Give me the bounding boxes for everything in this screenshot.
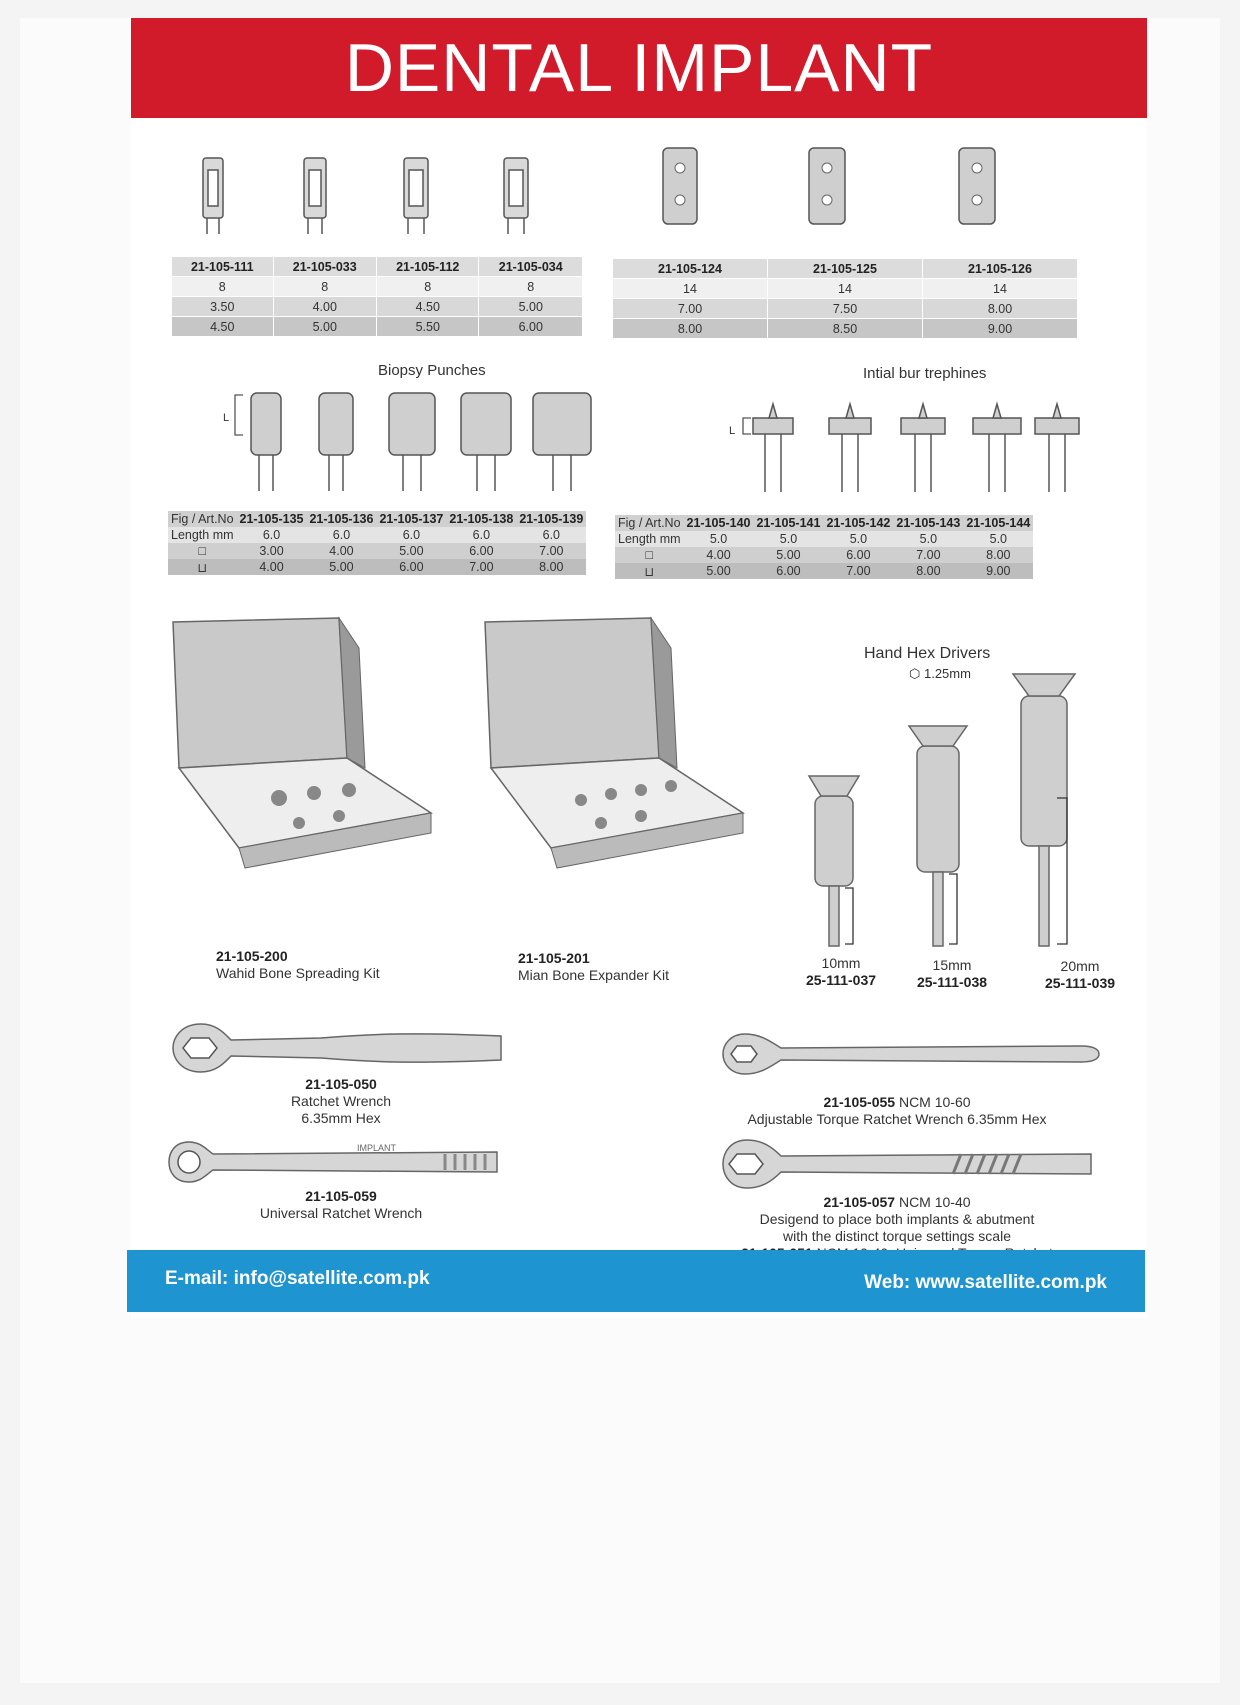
product-name: Adjustable Torque Ratchet Wrench 6.35mm Hex: [747, 1111, 1047, 1127]
trephines-title: Intial bur trephines: [863, 365, 987, 382]
table-cell: 21-105-111: [172, 257, 274, 277]
table-cell: 8.00: [923, 299, 1078, 319]
table-cell: 7.00: [446, 559, 516, 575]
table-cell: 7.00: [893, 547, 963, 563]
table-cell: 21-105-135: [237, 511, 307, 527]
table-cell: 5.00: [273, 317, 376, 337]
table-cell: 4.00: [237, 559, 307, 575]
table-cell: 5.0: [684, 531, 754, 547]
table-cell: 3.00: [237, 543, 307, 559]
table-row: [172, 317, 583, 337]
biopsy-table: [168, 511, 586, 575]
product-code: 21-105-200: [216, 948, 288, 964]
torque-range: NCM 10-60: [898, 1094, 971, 1110]
table-cell: 21-105-034: [479, 257, 583, 277]
table-cell: 5.00: [684, 563, 754, 579]
table-cell: 6.0: [306, 527, 376, 543]
table-cell: 21-105-141: [753, 515, 823, 531]
table-cell: 5.00: [753, 547, 823, 563]
table-row: [172, 297, 583, 317]
trephine-l-label: L: [729, 425, 736, 437]
catalog-page: [131, 18, 1147, 1318]
trephine-small-1: [203, 158, 223, 234]
table-cell: 7.00: [613, 299, 768, 319]
product-name: Universal Ratchet Wrench: [259, 1205, 423, 1221]
table-cell: 8.00: [893, 563, 963, 579]
kit-box-image-200: [169, 618, 429, 868]
outer-diameter-icon: ⊔: [168, 559, 237, 575]
product-code: 21-105-201: [518, 950, 590, 966]
table-row: [172, 277, 583, 297]
torque-wrench-057-image: [721, 1136, 1101, 1196]
table-row: [613, 279, 1078, 299]
table-cell: 5.0: [823, 531, 893, 547]
table-cell: 21-105-125: [768, 259, 923, 279]
table-cell: 21-105-112: [376, 257, 479, 277]
trephine-small-3: [404, 158, 428, 234]
table-cell: 14: [768, 279, 923, 299]
kit-caption-201: [518, 950, 669, 984]
table-row: [168, 527, 586, 543]
table-cell: 7.00: [516, 543, 586, 559]
product-name: Mian Bone Expander Kit: [518, 967, 669, 983]
table-cell: 21-105-144: [963, 515, 1033, 531]
table-cell: 21-105-126: [923, 259, 1078, 279]
table-cell: 7.00: [823, 563, 893, 579]
product-code: 21-105-055: [823, 1094, 896, 1110]
table-row: [172, 257, 583, 277]
page-title: DENTAL IMPLANT: [344, 30, 934, 106]
table-row: [613, 299, 1078, 319]
table-cell: 5.50: [376, 317, 479, 337]
table-cell: 8.00: [516, 559, 586, 575]
table-cell: 8: [479, 277, 583, 297]
product-code: 25-111-038: [916, 974, 988, 990]
trephine-table: [615, 515, 1033, 579]
table-cell: 21-105-140: [684, 515, 754, 531]
table-cell: 5.00: [479, 297, 583, 317]
table-cell: 4.50: [172, 317, 274, 337]
spec-table-a: [171, 256, 583, 337]
table-cell: Fig / Art.No: [168, 511, 237, 527]
footer-email[interactable]: E-mail: info@satellite.com.pk: [165, 1268, 430, 1289]
table-cell: 5.0: [753, 531, 823, 547]
table-cell: 6.0: [237, 527, 307, 543]
table-row: [615, 531, 1033, 547]
table-cell: 6.00: [479, 317, 583, 337]
table-cell: 14: [923, 279, 1078, 299]
table-cell: 5.00: [376, 543, 446, 559]
table-cell: 21-105-138: [446, 511, 516, 527]
biopsy-punches-title: Biopsy Punches: [378, 362, 486, 379]
wrench-055-code-line: [687, 1094, 1107, 1111]
table-cell: 21-105-136: [306, 511, 376, 527]
table-cell: 21-105-143: [893, 515, 963, 531]
product-code: 21-105-059: [305, 1188, 377, 1204]
table-cell: 21-105-033: [273, 257, 376, 277]
table-cell: 7.50: [768, 299, 923, 319]
footer-bar: [127, 1250, 1145, 1312]
table-row: [615, 515, 1033, 531]
biopsy-punch-drawings: [231, 393, 591, 503]
hex-size: 1.25mm: [923, 666, 971, 681]
hex-driver-20mm: [1025, 958, 1135, 992]
biopsy-l-label: L: [223, 412, 230, 424]
table-row: [168, 511, 586, 527]
wrench-059-caption: [221, 1188, 461, 1222]
table-cell: 8.00: [963, 547, 1033, 563]
table-cell: 6.0: [376, 527, 446, 543]
driver-length: 20mm: [1060, 958, 1100, 974]
footer-web[interactable]: Web: www.satellite.com.pk: [864, 1272, 1107, 1293]
wrench-050-caption: [251, 1076, 431, 1127]
hex-driver-10mm: [786, 955, 896, 989]
table-cell: 8: [376, 277, 479, 297]
spec-table-b: [612, 258, 1078, 339]
table-row: [613, 319, 1078, 339]
inner-diameter-icon: □: [615, 547, 684, 563]
outer-diameter-icon: ⊔: [615, 563, 684, 579]
table-cell: 21-105-139: [516, 511, 586, 527]
table-cell: Length mm: [168, 527, 237, 543]
product-code: 25-111-037: [805, 972, 877, 988]
table-cell: 8: [172, 277, 274, 297]
product-code: 25-111-039: [1044, 975, 1116, 991]
trephine-drawings-large: [641, 138, 1041, 248]
table-cell: 21-105-137: [376, 511, 446, 527]
product-code: 21-105-050: [305, 1076, 377, 1092]
table-row: [615, 563, 1033, 579]
table-cell: 9.00: [963, 563, 1033, 579]
wrench-engraving: IMPLANT: [357, 1143, 397, 1153]
trephine-bur-drawings: [739, 400, 1079, 500]
table-row: [168, 559, 586, 575]
table-cell: 6.00: [376, 559, 446, 575]
table-cell: 6.00: [753, 563, 823, 579]
table-row: [613, 259, 1078, 279]
wrench-055-caption: [687, 1094, 1107, 1128]
table-cell: 8.00: [613, 319, 768, 339]
hex-driver-15mm: [897, 957, 1007, 991]
product-desc: Desigend to place both implants & abutment: [759, 1211, 1035, 1227]
table-cell: 3.50: [172, 297, 274, 317]
hexagon-icon: ⬡: [909, 666, 921, 681]
trephine-large-1: [663, 148, 697, 224]
table-row: [615, 547, 1033, 563]
table-cell: 5.0: [963, 531, 1033, 547]
driver-length: 10mm: [821, 955, 861, 971]
driver-length: 15mm: [932, 957, 972, 973]
product-desc: with the distinct torque settings scale: [782, 1228, 1011, 1244]
trephine-drawings-small: [191, 148, 591, 258]
table-cell: 4.50: [376, 297, 479, 317]
table-cell: 4.00: [306, 543, 376, 559]
table-cell: Length mm: [615, 531, 684, 547]
trephine-large-3: [959, 148, 995, 224]
wrench-057-code-line: [687, 1194, 1107, 1211]
torque-wrench-055-image: [721, 1030, 1101, 1080]
hex-drivers-title: Hand Hex Drivers: [864, 645, 991, 662]
table-cell: 9.00: [923, 319, 1078, 339]
table-cell: 6.00: [446, 543, 516, 559]
table-cell: 6.0: [446, 527, 516, 543]
table-cell: 21-105-142: [823, 515, 893, 531]
trephine-small-4: [504, 158, 528, 234]
ratchet-wrench-050-image: [171, 1018, 511, 1078]
table-row: [168, 543, 586, 559]
table-cell: 21-105-124: [613, 259, 768, 279]
product-name: Wahid Bone Spreading Kit: [216, 965, 380, 981]
table-cell: 8.50: [768, 319, 923, 339]
table-cell: 8: [273, 277, 376, 297]
inner-diameter-icon: □: [168, 543, 237, 559]
table-cell: 5.0: [893, 531, 963, 547]
torque-range: NCM 10-40: [898, 1194, 971, 1210]
ratchet-wrench-059-image: [167, 1138, 507, 1188]
table-cell: 6.00: [823, 547, 893, 563]
table-cell: 4.00: [273, 297, 376, 317]
trephine-small-2: [304, 158, 326, 234]
hex-driver-drawings: [803, 666, 1063, 956]
table-cell: 6.0: [516, 527, 586, 543]
product-spec: 6.35mm Hex: [301, 1110, 381, 1126]
product-code: 21-105-057: [823, 1194, 896, 1210]
header-banner: [131, 18, 1147, 118]
table-cell: Fig / Art.No: [615, 515, 684, 531]
table-cell: 4.00: [684, 547, 754, 563]
kit-box-image-201: [481, 618, 741, 868]
trephine-large-2: [809, 148, 845, 224]
kit-caption-200: [216, 948, 380, 982]
product-name: Ratchet Wrench: [290, 1093, 392, 1109]
table-cell: 14: [613, 279, 768, 299]
table-cell: 5.00: [306, 559, 376, 575]
